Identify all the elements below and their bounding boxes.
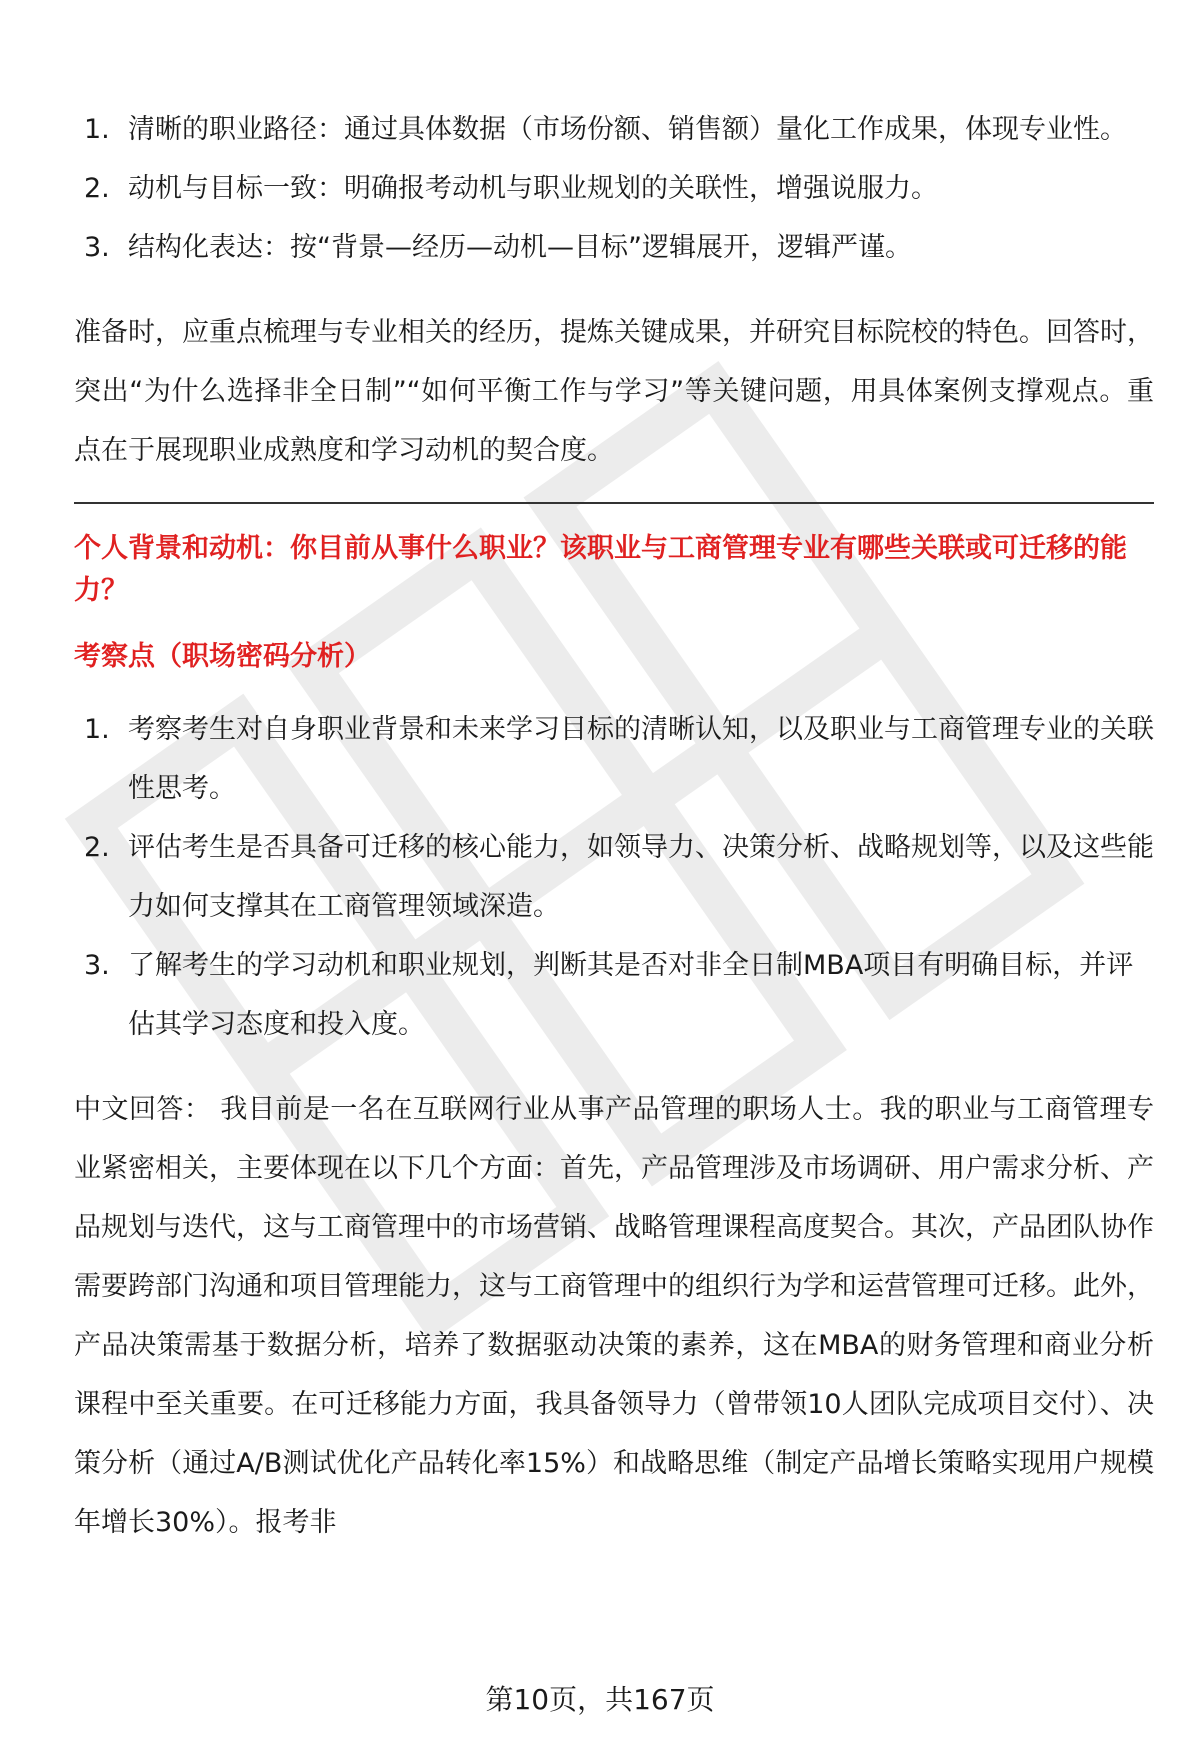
list-item [74,818,1154,936]
exam-points-title: 考察点（职场密码分析） [74,641,371,672]
list-item [74,218,1154,277]
list-number: 2. [84,832,110,863]
list-text: 考察考生对自身职业背景和未来学习目标的清晰认知，以及职业与工商管理专业的关联性思考。 [128,714,1154,804]
list-number: 3. [84,232,110,263]
section-divider [74,502,1154,504]
page-footer: 第10页，共167页 [485,1683,715,1716]
list-number: 1. [84,714,110,745]
list-number: 2. [84,173,110,204]
list-item [74,936,1154,1054]
list-text: 结构化表达：按“背景—经历—动机—目标”逻辑展开，逻辑严谨。 [128,232,912,263]
exam-points-list [74,700,1154,1054]
question-heading: 个人背景和动机：你目前从事什么职业？该职业与工商管理专业有哪些关联或可迁移的能力？ [74,533,1127,606]
list-text: 清晰的职业路径：通过具体数据（市场份额、销售额）量化工作成果，体现专业性。 [128,114,1127,145]
list-item [74,159,1154,218]
list-text: 评估考生是否具备可迁移的核心能力，如领导力、决策分析、战略规划等，以及这些能力如何支撑其在工商管理领域深造。 [128,832,1154,922]
list-number: 1. [84,114,110,145]
list-number: 3. [84,950,110,981]
list-text: 动机与目标一致：明确报考动机与职业规划的关联性，增强说服力。 [128,173,938,204]
list-item [74,100,1154,159]
list-item [74,700,1154,818]
document-page [74,100,1154,1552]
summary-paragraph: 准备时，应重点梳理与专业相关的经历，提炼关键成果，并研究目标院校的特色。回答时，突出“为什么选择非全日制”“如何平衡工作与学习”等关键问题，用具体案例支撑观点。重点在于展现职业成熟度和学习动机的契合度。 [74,317,1154,466]
answer-paragraph: 中文回答： 我目前是一名在互联网行业从事产品管理的职场人士。我的职业与工商管理专业紧密相关，主要体现在以下几个方面：首先，产品管理涉及市场调研、用户需求分析、产品规划与迭代，这与工商管理中的市场营销、战略管理课程高度契合。其次，产品团队协作需要跨部门沟通和项目管理能力，这与工商管理中的组织行为学和运营管理可迁移。此外，产品决策需基于数据分析，培养了数据驱动决策的素养，这在MBA的财务管理和商业分析课程中至关重要。在可迁移能力方面，我具备领导力（曾带领10人团队完成项目交付）、决策分析（通过A/B测试优化产品转化率15%）和战略思维（制定产品增长策略实现用户规模年增长30%）。报考非 [74,1094,1154,1538]
list-text: 了解考生的学习动机和职业规划，判断其是否对非全日制MBA项目有明确目标，并评估其学习态度和投入度。 [128,950,1134,1040]
advice-list [74,100,1154,277]
